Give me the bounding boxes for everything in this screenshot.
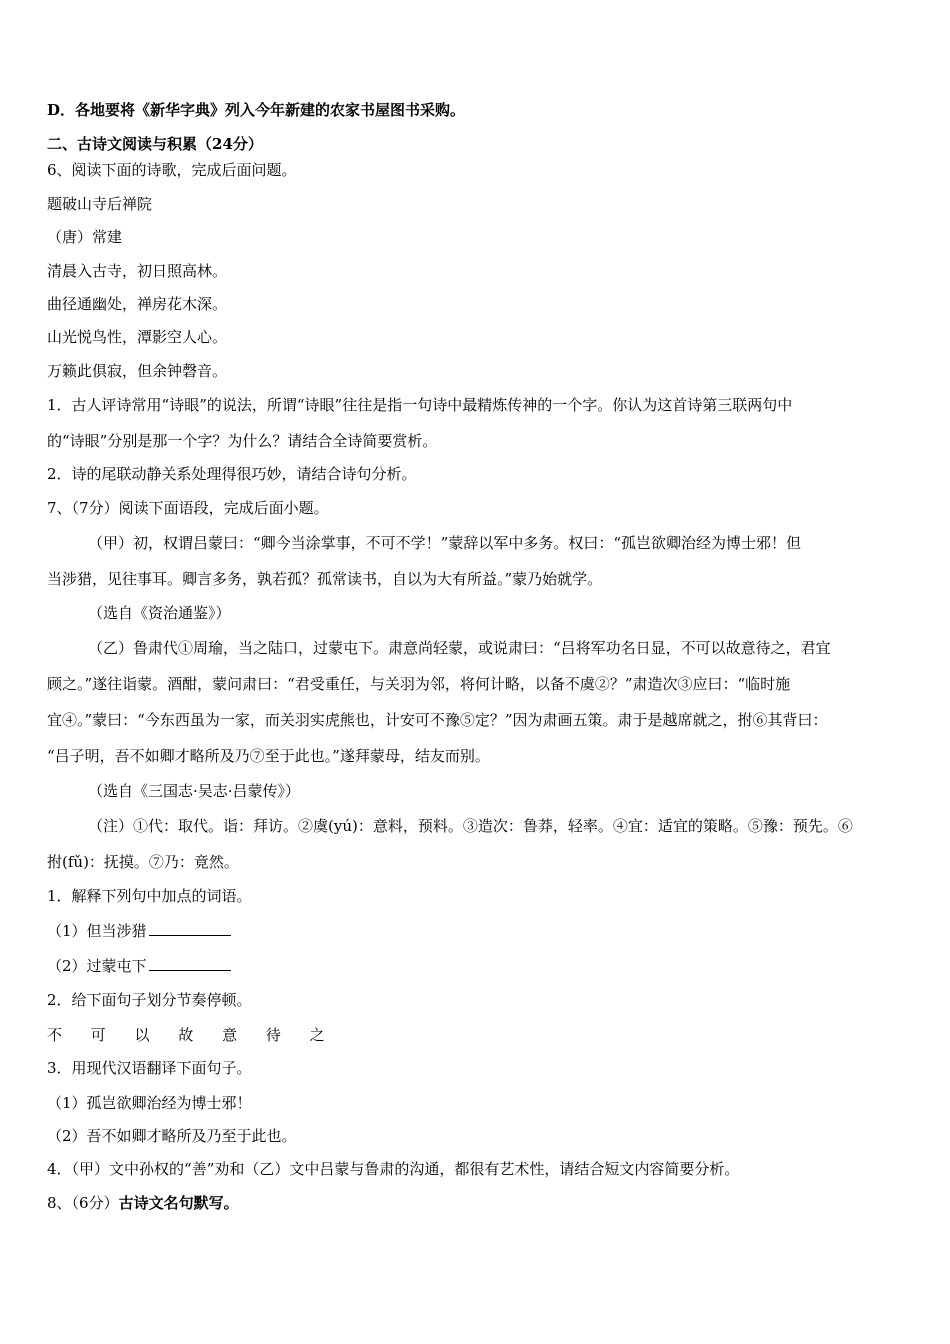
question-7-1-item-2 — [47, 955, 231, 976]
question-6-2: 2．诗的尾联动静关系处理得很巧妙，请结合诗句分析。 — [47, 465, 417, 483]
passage-jia-source: （选自《资治通鉴》） — [88, 604, 231, 622]
answer-blank[interactable] — [149, 955, 231, 971]
question-8-title: 古诗文名句默写。 — [118, 1194, 239, 1212]
poem-line: 山光悦鸟性，潭影空人心。 — [47, 328, 228, 346]
passage-yi-cont: “吕子明，吾不如卿才略所及乃⑦至于此也。”遂拜蒙母，结友而别。 — [47, 747, 490, 765]
passage-jia: （甲）初，权谓吕蒙曰：“卿今当涂掌事，不可不学！”蒙辞以军中多务。权曰：“孤岂欲卿治经为博士邪！但 — [88, 534, 802, 552]
answer-blank[interactable] — [149, 920, 231, 936]
passage-yi-source: （选自《三国志·吴志·吕蒙传》） — [88, 782, 301, 800]
question-8 — [47, 1193, 239, 1213]
question-6-intro: 6、阅读下面的诗歌，完成后面问题。 — [47, 161, 297, 179]
question-7-1: 1．解释下列句中加点的词语。 — [47, 887, 252, 905]
question-6-1: 1．古人评诗常用“诗眼”的说法，所谓“诗眼”往往是指一句诗中最精炼传神的一个字。你认为这首诗第三联两句中 — [47, 396, 793, 414]
question-7-3: 3．用现代汉语翻译下面句子。 — [47, 1059, 252, 1077]
poem-line: 清晨入古寺，初日照高林。 — [47, 262, 228, 280]
question-7-1-item-1 — [47, 920, 231, 941]
passage-yi-cont: 顾之。”遂往诣蒙。酒酣，蒙问肃曰：“君受重任，与关羽为邻，将何计略，以备不虞②？”肃造次③应曰：“临时施 — [47, 675, 791, 693]
passage-yi-cont: 宜④。”蒙曰：“今东西虽为一家，而关羽实虎熊也，计安可不豫⑤定？”因为肃画五策。肃于是越席就之，拊⑥其背曰： — [47, 711, 828, 729]
translate-item-2: （2）吾不如卿才略所及乃至于此也。 — [47, 1127, 297, 1145]
poem-author: （唐）常建 — [47, 228, 123, 246]
option-d: D．各地要将《新华字典》列入今年新建的农家书屋图书采购。 — [47, 101, 466, 119]
question-7-intro: 7、（7分）阅读下面语段，完成后面小题。 — [47, 499, 329, 517]
annotation-notes: （注）①代：取代。诣：拜访。②虞(yú)：意料，预料。③造次：鲁莽，轻率。④宜：适宜的策略。⑤豫：预先。⑥ — [88, 817, 853, 835]
question-8-number: 8、（6分） — [47, 1194, 119, 1212]
item-text: （1）但当涉猎 — [47, 922, 147, 940]
section-heading: 二、古诗文阅读与积累（24分） — [47, 135, 263, 153]
question-7-2: 2．给下面句子划分节奏停顿。 — [47, 991, 252, 1009]
poem-line: 万籁此俱寂，但余钟磬音。 — [47, 362, 228, 380]
poem-line: 曲径通幽处，禅房花木深。 — [47, 295, 228, 313]
question-7-4: 4．（甲）文中孙权的“善”劝和（乙）文中吕蒙与鲁肃的沟通，都很有艺术性，请结合短文内容简要分析。 — [47, 1160, 740, 1178]
translate-item-1: （1）孤岂欲卿治经为博士邪！ — [47, 1094, 252, 1112]
item-text: （2）过蒙屯下 — [47, 957, 147, 975]
rhythm-sentence: 不 可 以 故 意 待 之 — [47, 1026, 337, 1044]
annotation-notes-cont: 拊(fǔ)：抚摸。⑦乃：竟然。 — [47, 853, 239, 871]
poem-title: 题破山寺后禅院 — [47, 195, 153, 213]
passage-jia-cont: 当涉猎，见往事耳。卿言多务，孰若孤？孤常读书，自以为大有所益。”蒙乃始就学。 — [47, 570, 603, 588]
question-6-1-cont: 的“诗眼”分别是那一个字？为什么？请结合全诗简要赏析。 — [47, 432, 438, 450]
passage-yi: （乙）鲁肃代①周瑜，当之陆口，过蒙屯下。肃意尚轻蒙，或说肃曰：“吕将军功名日显，不可以故意待之，君宜 — [88, 639, 831, 657]
